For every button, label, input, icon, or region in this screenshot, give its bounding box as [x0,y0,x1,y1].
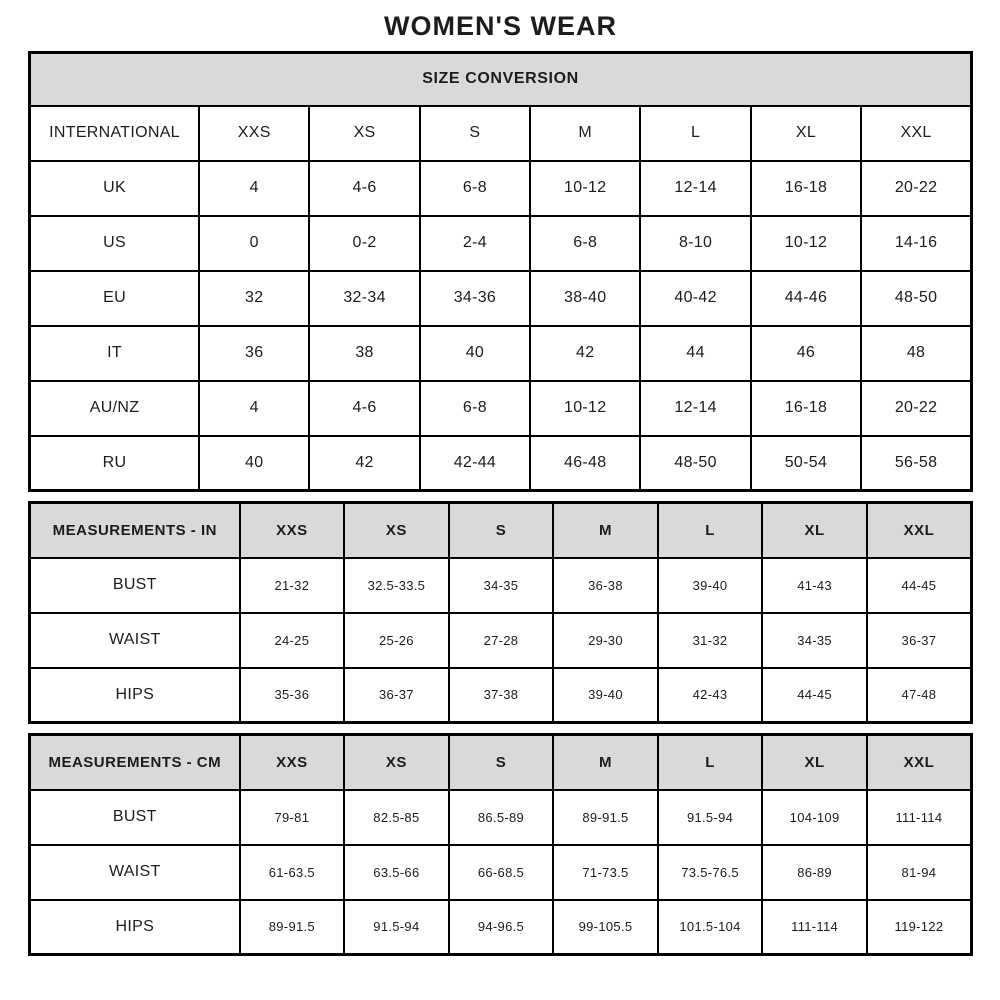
column-header: L [658,735,763,790]
table-row [30,845,972,900]
measurements-cm-table [28,733,973,956]
page-title: WOMEN'S WEAR [384,11,617,41]
table-row [30,381,972,436]
row-label: RU [30,436,200,491]
table-cell: 91.5-94 [344,900,449,955]
table-cell: 111-114 [867,790,972,845]
table-cell: 111-114 [762,900,867,955]
table-cell: 27-28 [449,613,554,668]
table-row [30,271,972,326]
column-header: S [449,503,554,558]
table-cell: 89-91.5 [240,900,345,955]
table-cell: 36-37 [344,668,449,723]
table-cell: 38 [309,326,419,381]
table-cell: 20-22 [861,161,971,216]
table-cell: 0 [199,216,309,271]
table-cell: 32.5-33.5 [344,558,449,613]
table-cell: 0-2 [309,216,419,271]
table-cell: 38-40 [530,271,640,326]
table-cell: 47-48 [867,668,972,723]
row-label: HIPS [30,900,240,955]
row-label: WAIST [30,845,240,900]
column-header: MEASUREMENTS - IN [30,503,240,558]
row-label: UK [30,161,200,216]
table-row [30,790,972,845]
table-cell: 79-81 [240,790,345,845]
table-cell: 4-6 [309,161,419,216]
table-cell: 40 [199,436,309,491]
table-cell: 44 [640,326,750,381]
table-cell: 24-25 [240,613,345,668]
table-cell: 34-35 [762,613,867,668]
table-row [30,668,972,723]
row-label: AU/NZ [30,381,200,436]
table-cell: 12-14 [640,161,750,216]
table-cell: 8-10 [640,216,750,271]
column-header: INTERNATIONAL [30,106,200,161]
table-header-row [30,735,972,790]
table-cell: 4 [199,161,309,216]
table-cell: 2-4 [420,216,530,271]
column-header: XL [762,503,867,558]
table-row [30,900,972,955]
table-cell: 12-14 [640,381,750,436]
column-header: M [553,503,658,558]
column-header: XXS [240,503,345,558]
table-cell: 39-40 [658,558,763,613]
column-header: XXS [240,735,345,790]
table-cell: 48-50 [861,271,971,326]
table-cell: 94-96.5 [449,900,554,955]
table-cell: 29-30 [553,613,658,668]
table-cell: 46 [751,326,861,381]
table-row [30,161,972,216]
table-cell: 101.5-104 [658,900,763,955]
table-cell: 35-36 [240,668,345,723]
table-cell: 50-54 [751,436,861,491]
table-cell: 42 [530,326,640,381]
table-cell: 16-18 [751,161,861,216]
table-cell: 6-8 [420,381,530,436]
row-label: HIPS [30,668,240,723]
table-cell: 119-122 [867,900,972,955]
table-cell: 39-40 [553,668,658,723]
table-row [30,216,972,271]
table-cell: 42-44 [420,436,530,491]
table-cell: 86-89 [762,845,867,900]
table-cell: 48 [861,326,971,381]
table-cell: 48-50 [640,436,750,491]
row-label: BUST [30,790,240,845]
table-cell: 89-91.5 [553,790,658,845]
table-cell: 36-37 [867,613,972,668]
table-cell: 104-109 [762,790,867,845]
table-row [30,436,972,491]
table-cell: 86.5-89 [449,790,554,845]
row-label: IT [30,326,200,381]
column-header: XS [344,735,449,790]
column-header: XXL [867,503,972,558]
table-cell: 61-63.5 [240,845,345,900]
table-cell: 20-22 [861,381,971,436]
row-label: BUST [30,558,240,613]
table-cell: 21-32 [240,558,345,613]
table-row [30,613,972,668]
row-label: WAIST [30,613,240,668]
table-band-row [30,53,972,106]
table-cell: 81-94 [867,845,972,900]
table-cell: 42-43 [658,668,763,723]
table-cell: 40 [420,326,530,381]
table-cell: 44-45 [762,668,867,723]
column-header: XXS [199,106,309,161]
row-label: EU [30,271,200,326]
row-label: US [30,216,200,271]
table-cell: 73.5-76.5 [658,845,763,900]
measurements-in-table [28,501,973,724]
column-header: XXL [861,106,971,161]
column-header: XS [309,106,419,161]
table-cell: 31-32 [658,613,763,668]
table-cell: 99-105.5 [553,900,658,955]
table-cell: 4-6 [309,381,419,436]
table-cell: 16-18 [751,381,861,436]
column-header: XS [344,503,449,558]
table-cell: 37-38 [449,668,554,723]
column-header: S [420,106,530,161]
table-cell: 36 [199,326,309,381]
table-cell: 71-73.5 [553,845,658,900]
column-header: M [530,106,640,161]
table-cell: 40-42 [640,271,750,326]
column-header: XL [762,735,867,790]
table-cell: 63.5-66 [344,845,449,900]
table-row [30,326,972,381]
table-cell: 25-26 [344,613,449,668]
table-cell: 10-12 [530,161,640,216]
table-cell: 6-8 [530,216,640,271]
table-cell: 32-34 [309,271,419,326]
column-header: L [658,503,763,558]
table-cell: 44-45 [867,558,972,613]
table-cell: 10-12 [751,216,861,271]
table-band-title: SIZE CONVERSION [30,53,972,106]
table-cell: 10-12 [530,381,640,436]
table-cell: 42 [309,436,419,491]
table-cell: 6-8 [420,161,530,216]
table-cell: 14-16 [861,216,971,271]
column-header: S [449,735,554,790]
column-header: XXL [867,735,972,790]
size-conversion-table [28,51,973,492]
table-cell: 44-46 [751,271,861,326]
column-header: L [640,106,750,161]
table-cell: 34-36 [420,271,530,326]
table-cell: 91.5-94 [658,790,763,845]
table-cell: 34-35 [449,558,554,613]
table-cell: 66-68.5 [449,845,554,900]
table-header-row [30,106,972,161]
table-cell: 46-48 [530,436,640,491]
table-cell: 56-58 [861,436,971,491]
table-header-row [30,503,972,558]
table-cell: 82.5-85 [344,790,449,845]
table-cell: 41-43 [762,558,867,613]
table-row [30,558,972,613]
table-cell: 32 [199,271,309,326]
column-header: XL [751,106,861,161]
column-header: MEASUREMENTS - CM [30,735,240,790]
table-cell: 4 [199,381,309,436]
table-cell: 36-38 [553,558,658,613]
column-header: M [553,735,658,790]
